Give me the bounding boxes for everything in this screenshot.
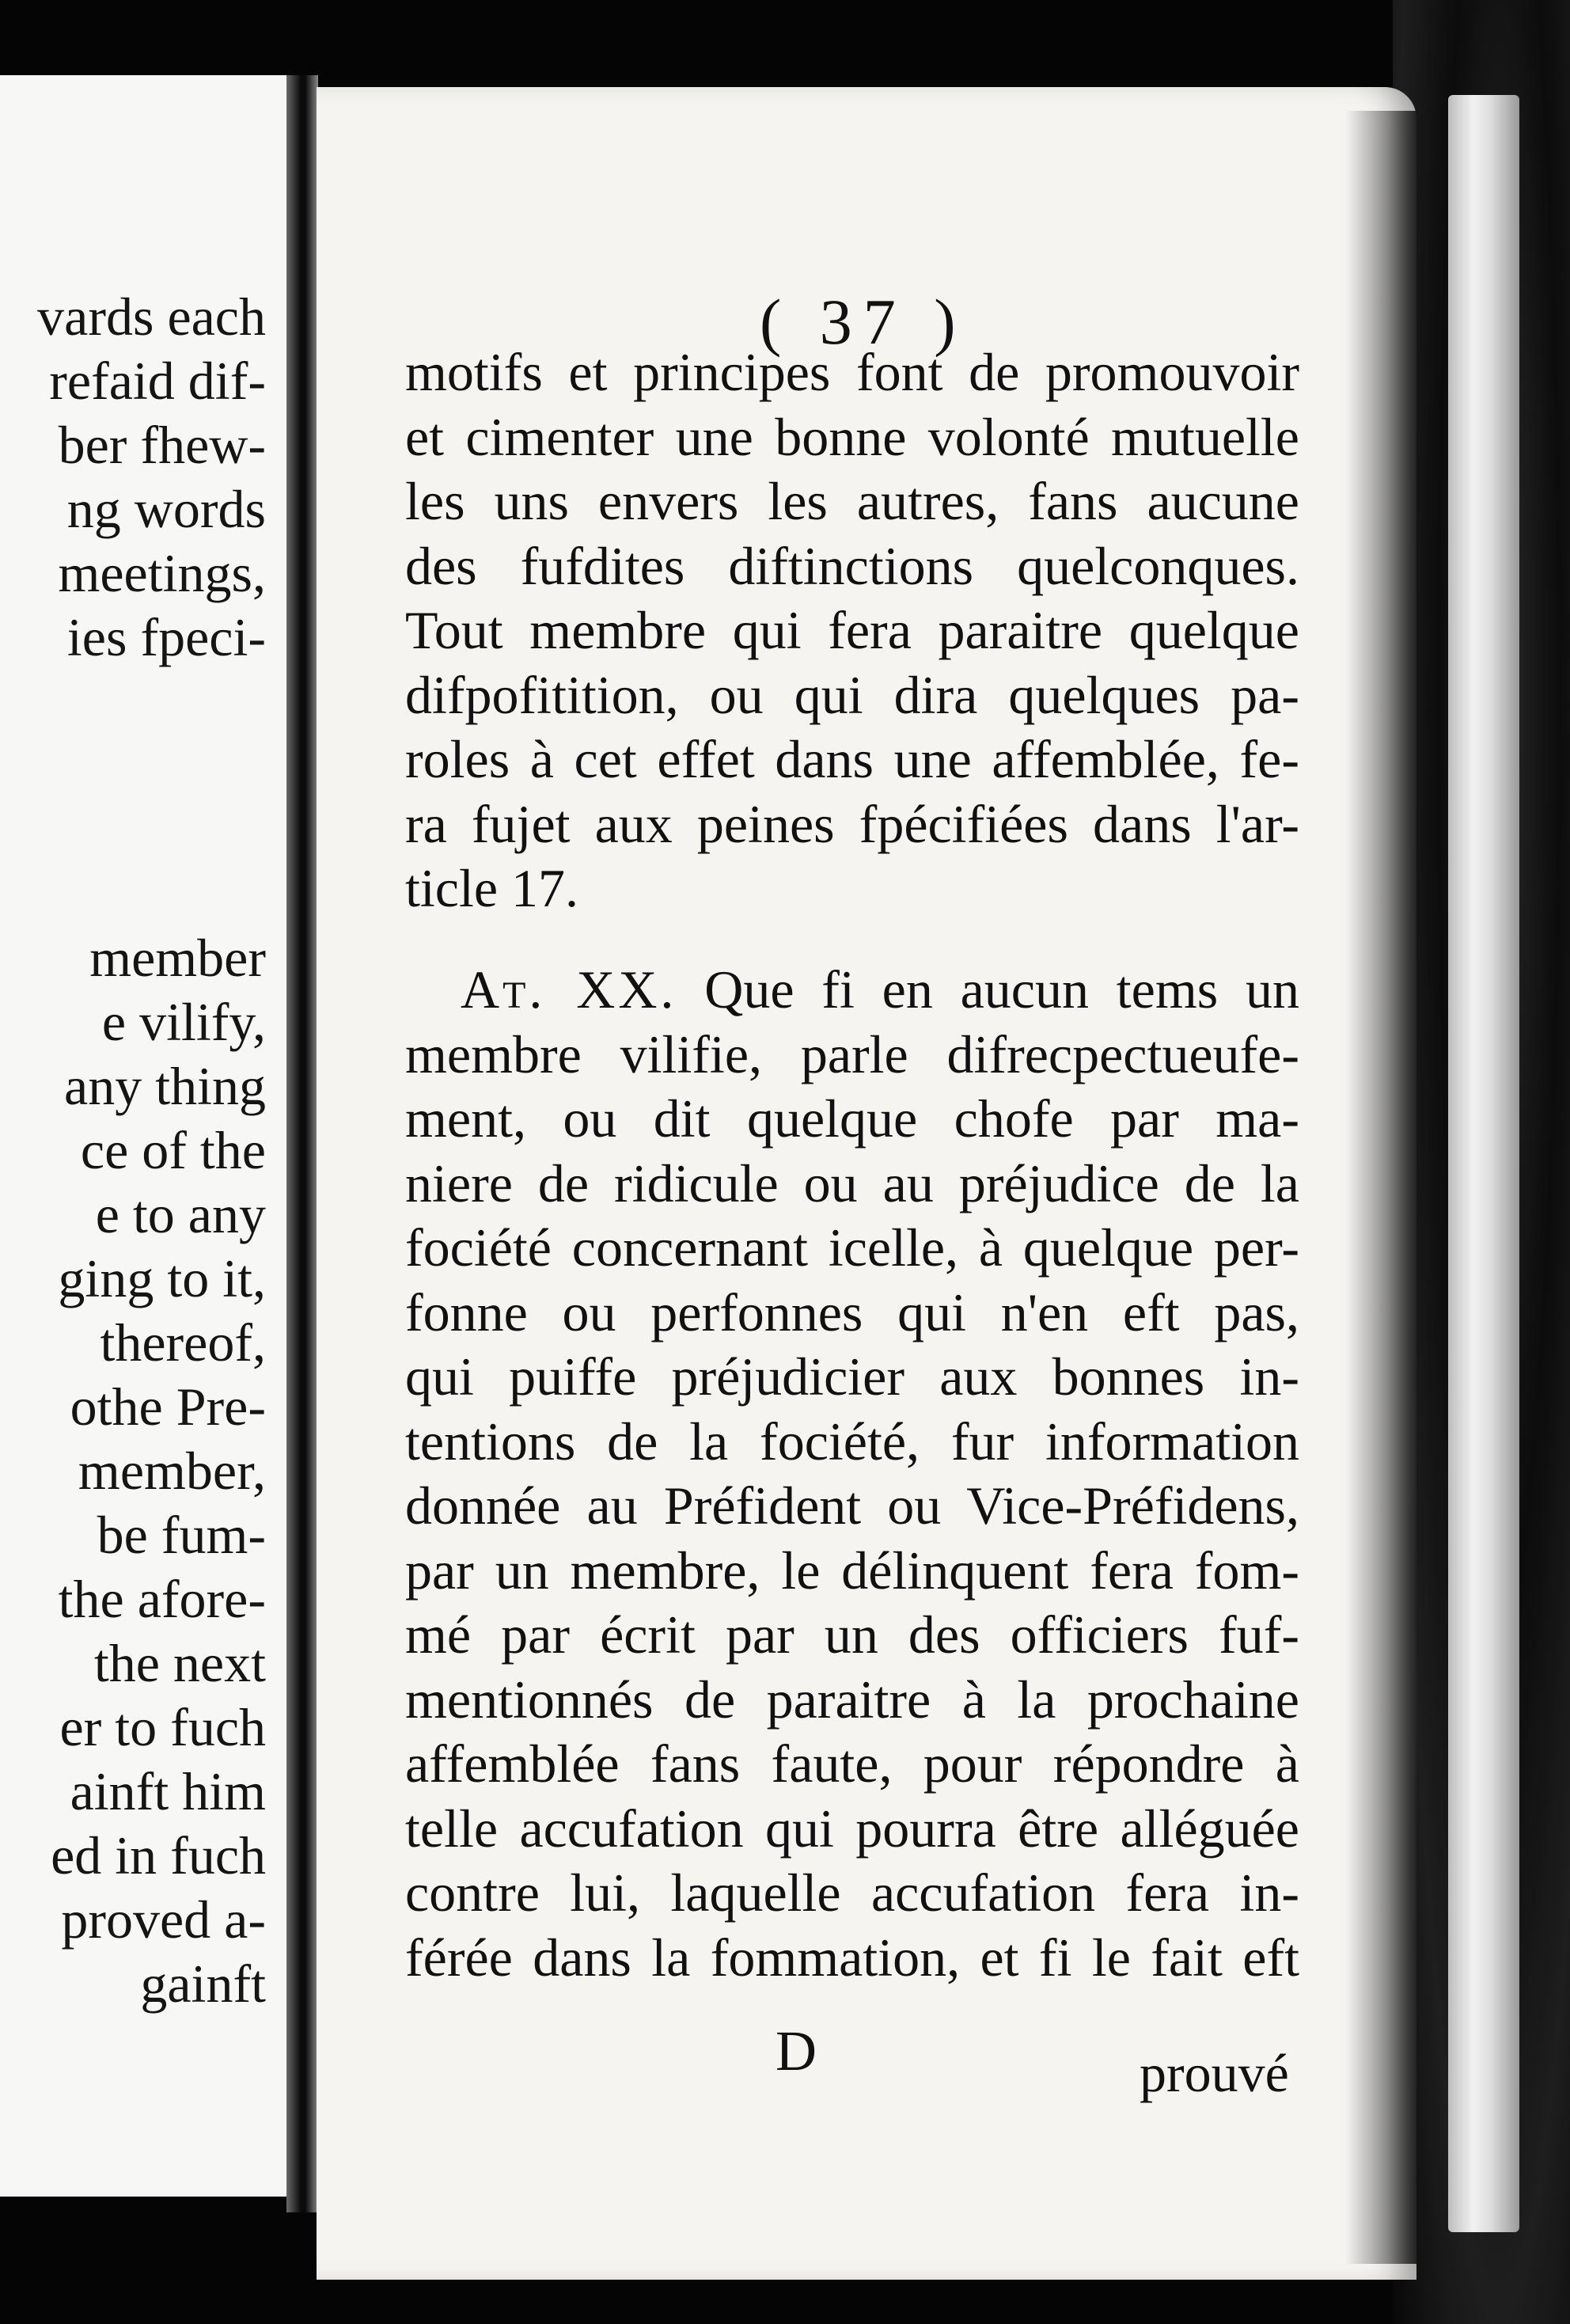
left-line: e vilify,	[101, 992, 266, 1052]
left-line: othe Pre-	[70, 1377, 266, 1437]
page-edges	[1448, 95, 1519, 2232]
text-line: et cimenter une bonne volonté mutuelle	[405, 406, 1299, 467]
left-line: ber fhew-	[58, 415, 266, 475]
text-line: membre vilifie, parle difrecpectueufe-	[405, 1023, 1299, 1084]
left-line: ging to it,	[58, 1248, 266, 1308]
left-line: ng words	[66, 479, 266, 539]
right-page	[317, 87, 1416, 2280]
left-line: vards each	[37, 287, 266, 347]
article-xx-paragraph	[405, 958, 1299, 1990]
text-line: fonne ou perfonnes qui n'en eft pas,	[405, 1282, 1299, 1342]
signature-mark: D	[776, 2019, 817, 2083]
text-line: mentionnés de paraitre à la prochaine	[405, 1669, 1299, 1730]
left-line: member	[89, 928, 266, 988]
left-line: any thing	[64, 1056, 266, 1116]
paragraph-1	[405, 340, 1299, 921]
left-line: ainft him	[70, 1761, 266, 1821]
text-line: par un membre, le délinquent fera fom-	[405, 1540, 1299, 1601]
left-line: member,	[78, 1441, 266, 1501]
left-line: proved a-	[61, 1889, 266, 1950]
left-line: the next	[93, 1633, 266, 1693]
text-line: ticle 17.	[405, 858, 579, 918]
left-line: meetings,	[58, 543, 266, 603]
text-line: Tout membre qui fera paraitre quelque	[405, 600, 1299, 660]
text-line: ra fujet aux peines fpécifiées dans l'ar-	[405, 793, 1299, 854]
text-line: motifs et principes font de promouvoir	[405, 342, 1299, 402]
catchword: prouvé	[1140, 2043, 1289, 2103]
left-line: ed in fuch	[51, 1825, 266, 1885]
text-line: mé par écrit par un des officiers fuf-	[405, 1604, 1299, 1665]
left-facing-page	[0, 75, 286, 2197]
left-page-text	[37, 285, 266, 2016]
left-line: gainft	[140, 1954, 266, 2014]
article-label: At. XX.	[461, 959, 677, 1020]
text-line: difpofitition, ou qui dira quelques pa-	[405, 664, 1299, 725]
text-line: niere de ridicule ou au préjudice de la	[405, 1153, 1299, 1213]
text-line: donnée au Préfident ou Vice-Préfidens,	[405, 1475, 1299, 1536]
left-line: e to any	[95, 1184, 266, 1244]
left-line: er to fuch	[59, 1697, 266, 1757]
text-line: telle accufation qui pourra être alléguée	[405, 1798, 1299, 1859]
text-line: férée dans la fommation, et fi le fait eft	[405, 1927, 1299, 1988]
left-line: refaid dif-	[49, 351, 266, 411]
left-line: be fum-	[97, 1505, 266, 1565]
left-line: the afore-	[58, 1569, 266, 1629]
left-line: ies fpeci-	[66, 607, 266, 667]
text-line: des fufdites diftinctions quelconques.	[405, 535, 1299, 596]
text-line: affemblée fans faute, pour répondre à	[405, 1734, 1299, 1794]
left-page-gap	[37, 670, 266, 926]
text-line: fociété concernant icelle, à quelque per-	[405, 1217, 1299, 1278]
page-curl-shadow	[1345, 111, 1416, 2264]
text-line: ment, ou dit quelque chofe par ma-	[405, 1088, 1299, 1149]
article-first-line-text: Que fi en aucun tems un	[677, 959, 1299, 1020]
text-line: les uns envers les autres, fans aucune	[405, 471, 1299, 531]
text-line: contre lui, laquelle accufation fera in-	[405, 1863, 1299, 1923]
left-line: thereof,	[100, 1312, 266, 1373]
text-line: tentions de la fociété, fur information	[405, 1411, 1299, 1471]
text-line: qui puiffe préjudicier aux bonnes in-	[405, 1346, 1299, 1407]
article-first-line	[405, 958, 1299, 1023]
left-line: ce of the	[80, 1120, 266, 1180]
book-gutter	[286, 75, 318, 2212]
page-number-header: ( 37 )	[760, 286, 967, 358]
text-line: roles à cet effet dans une affemblée, fe-	[405, 729, 1299, 789]
